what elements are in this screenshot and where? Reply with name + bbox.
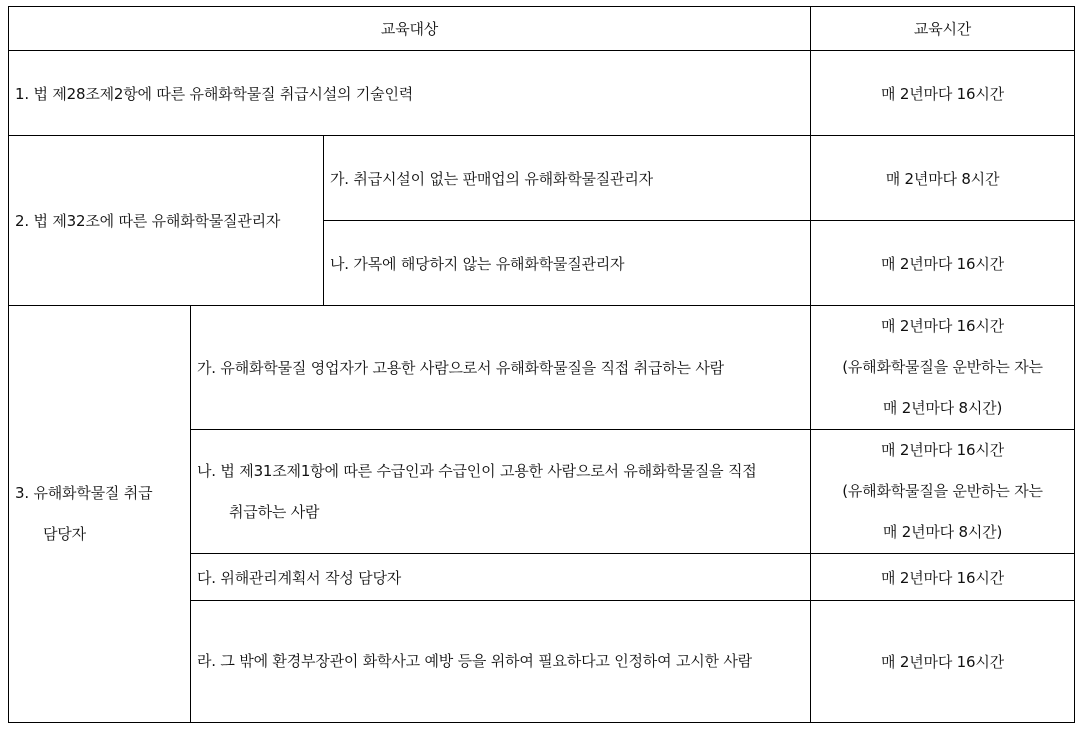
row3-sub-d: 라. 그 밖에 환경부장관이 화학사고 예방 등을 위하여 필요하다고 인정하여 고시한 사람 bbox=[197, 652, 752, 670]
row3-time-c: 매 2년마다 16시간 bbox=[811, 554, 1075, 601]
row3-sub-d-cell bbox=[191, 601, 811, 723]
row3-time-d: 매 2년마다 16시간 bbox=[811, 601, 1075, 723]
education-table bbox=[8, 6, 1075, 723]
table-row bbox=[9, 136, 1075, 221]
row2-time-b: 매 2년마다 16시간 bbox=[811, 221, 1075, 306]
table-header-row bbox=[9, 7, 1075, 51]
row3-time-a-line3: 매 2년마다 8시간) bbox=[882, 399, 1003, 417]
row3-time-b-line3: 매 2년마다 8시간) bbox=[882, 523, 1003, 541]
row3-time-b-line2: (유해화학물질을 운반하는 자는 bbox=[842, 482, 1043, 500]
row2-category: 2. 법 제32조에 따른 유해화학물질관리자 bbox=[9, 136, 324, 306]
row3-time-a-line1: 매 2년마다 16시간 bbox=[881, 317, 1004, 335]
row2-sub-b: 나. 가목에 해당하지 않는 유해화학물질관리자 bbox=[324, 221, 811, 306]
row3-time-a bbox=[811, 306, 1075, 430]
row3-time-b bbox=[811, 430, 1075, 554]
row3-time-b-line1: 매 2년마다 16시간 bbox=[881, 441, 1004, 459]
row1-time: 매 2년마다 16시간 bbox=[811, 51, 1075, 136]
row3-category-cell bbox=[9, 306, 191, 723]
row1-target: 1. 법 제28조제2항에 따른 유해화학물질 취급시설의 기술인력 bbox=[9, 51, 811, 136]
row3-sub-c: 다. 위해관리계획서 작성 담당자 bbox=[191, 554, 811, 601]
table-row bbox=[9, 51, 1075, 136]
row2-time-a: 매 2년마다 8시간 bbox=[811, 136, 1075, 221]
header-target: 교육대상 bbox=[9, 7, 811, 51]
row2-sub-a: 가. 취급시설이 없는 판매업의 유해화학물질관리자 bbox=[324, 136, 811, 221]
row3-category: 3. 유해화학물질 취급 담당자 bbox=[15, 484, 153, 543]
row3-sub-a: 가. 유해화학물질 영업자가 고용한 사람으로서 유해화학물질을 직접 취급하는 사람 bbox=[191, 306, 811, 430]
row3-sub-b: 나. 법 제31조제1항에 따른 수급인과 수급인이 고용한 사람으로서 유해화학물질을 직접 취급하는 사람 bbox=[197, 461, 757, 521]
header-time: 교육시간 bbox=[811, 7, 1075, 51]
row3-sub-b-cell bbox=[191, 430, 811, 554]
row3-time-a-line2: (유해화학물질을 운반하는 자는 bbox=[842, 358, 1043, 376]
table-row bbox=[9, 306, 1075, 430]
